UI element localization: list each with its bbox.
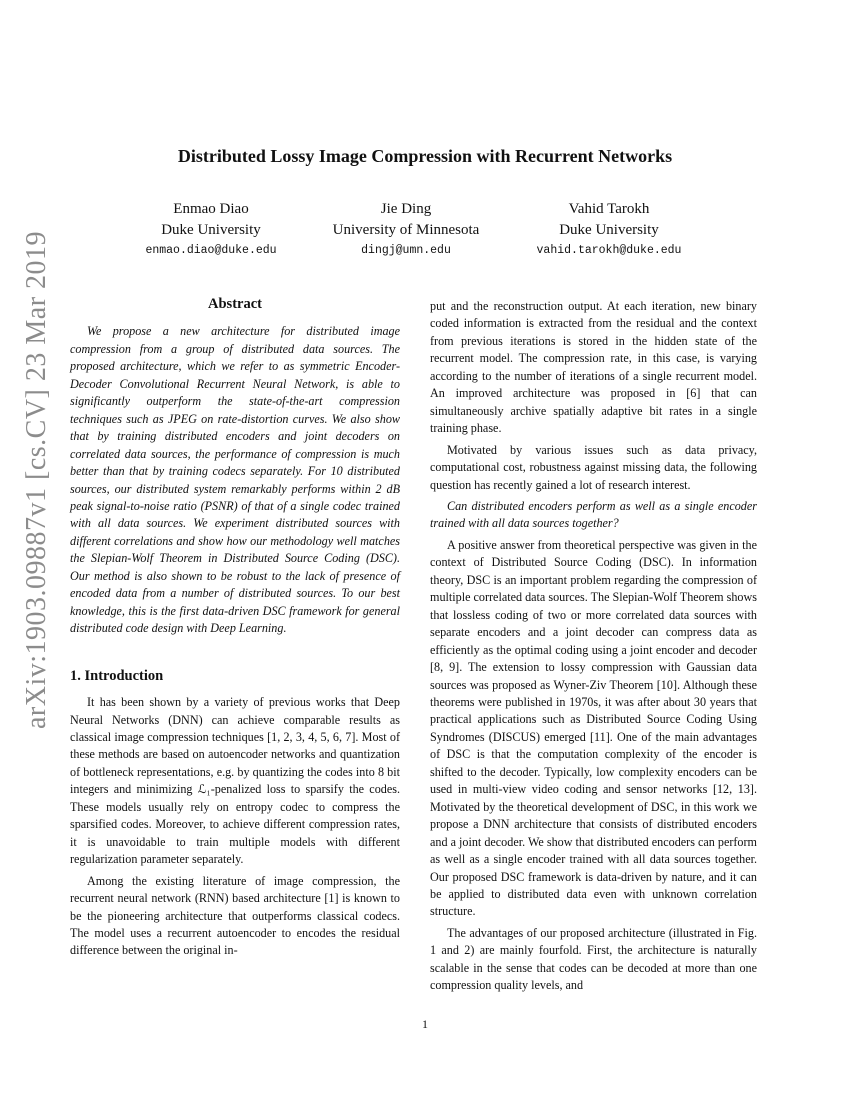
author-email: enmao.diao@duke.edu	[145, 244, 277, 257]
right-column	[430, 298, 757, 999]
left-column	[70, 296, 400, 964]
page-number: 1	[422, 1017, 428, 1031]
abstract-text: We propose a new architecture for distributed image compression from a group of distributed data sources. The proposed architecture, which we refer to as symmetric Encoder-Decoder Convolutional Recurrent Neural Network, is able to significantly outperform the state-of-the-art compression techniques such as JPEG on rate-distortion curves. We also show that by training distributed encoders and joint decoders on correlated data sources, the performance of compression is much better than that by training codecs separately. For 10 distributed sources, our distributed system remarkably performs within 2 dB peak signal-to-noise ratio (PSNR) of that of a single codec trained with all data sources. We experiment distributed sources with different correlations and show how our methodology well matches the Slepian-Wolf Theorem in Distributed Source Coding (DSC). Our method is also shown to be robust to the lack of presence of encoded data from a number of distributed sources. To our best knowledge, this is the first data-driven DSC framework for general distributed code design with Deep Learning.	[70, 324, 400, 636]
intro-paragraph-1: It has been shown by a variety of previous works that Deep Neural Networks (DNN) can achieve comparable results as classical image compression techniques [1, 2, 3, 4, 5, 6, 7]. Most of these methods are based on autoencoder networks and quantization of bottleneck representations, e.g. by quantizing the codes into 8 bit integers and minimizing ℒ₁-penalized loss to sparsify the codes. These models usually rely on entropy codec to compress the sparsified codes. Moreover, to achieve different compression rates, it is unavoidable to train multiple models with different regularization parameter separately.	[70, 695, 400, 867]
arxiv-stamp-text: arXiv:1903.09887v1 [cs.CV] 23 Mar 2019	[21, 230, 52, 730]
author-email: dingj@umn.edu	[361, 244, 451, 257]
author-affiliation: Duke University	[559, 222, 659, 238]
author-name: Jie Ding	[380, 201, 432, 217]
author-affiliation: Duke University	[161, 222, 261, 238]
intro-paragraph-dsc: A positive answer from theoretical perspective was given in the context of Distributed Source Coding (DSC). In information theory, DSC is an important problem regarding the compression of multiple correlated data sources. The Slepian-Wolf Theorem shows that lossless coding of two or more correlated data sources with separate encoders and a joint decoder can compress data as efficiently as the optimal coding using a joint encoder and decoder [8, 9]. The extension to lossy compression with Gaussian data sources was proposed as Wyner-Ziv Theorem [10]. Although these theorems were published in 1970s, it was after about 30 years that practical applications such as Distributed Source Coding Using Syndromes (DISCUS) emerged [11]. One of the main advantages of DSC is that the computation complexity of the encoder is shifted to the decoder. Typically, low complexity encoders can be used in multi-view video coding and sensor networks [12, 13]. Motivated by the theoretical development of DSC, in this work we propose a DNN architecture that consists of distributed encoders and a joint decoder. We show that distributed encoders can perform as well as a single encoder trained with all data sources together. Our proposed DSC framework is data-driven by nature, and it can be applied to distributed data even with unknown correlation structure.	[430, 537, 757, 919]
author-affiliation: University of Minnesota	[332, 222, 480, 238]
intro-paragraph-2: Among the existing literature of image compression, the recurrent neural network (RNN) based architecture [1] is known to be the pioneering architecture that outperforms classical codecs. The model uses a recurrent autoencoder to encodes the residual difference between the original in-	[70, 873, 400, 958]
author-name: Enmao Diao	[173, 201, 249, 217]
paper-title: Distributed Lossy Image Compression with Recurrent Networks	[177, 146, 673, 166]
author-1	[145, 199, 276, 261]
author-3	[537, 199, 682, 261]
introduction-heading: 1. Introduction	[70, 667, 164, 684]
abstract-heading: Abstract	[208, 296, 262, 312]
intro-paragraph-motivation: Motivated by various issues such as data privacy, computational cost, robustness against missing data, the following question has recently gained a lot of research interest.	[430, 442, 757, 492]
intro-paragraph-advantages: The advantages of our proposed architecture (illustrated in Fig. 1 and 2) are mainly fourfold. First, the architecture is naturally scalable in the sense that codes can be decoded at more than one compression quality levels, and	[430, 925, 757, 993]
research-question: Can distributed encoders perform as well as a single encoder trained with all data sources together?	[430, 498, 757, 531]
author-name: Vahid Tarokh	[568, 201, 650, 217]
author-email: vahid.tarokh@duke.edu	[536, 244, 682, 257]
author-2	[333, 199, 480, 261]
intro-paragraph-continued: put and the reconstruction output. At each iteration, new binary coded information is extracted from the residual and the context from previous iterations is stored in the hidden state of the recurrent model. The compression rate, in this case, is varying according to the number of iterations of a single recurrent model. An improved architecture was proposed in [6] that can simultaneously archive spatially adaptive bit rates in a single training phase.	[430, 299, 757, 436]
author-block	[0, 199, 850, 259]
